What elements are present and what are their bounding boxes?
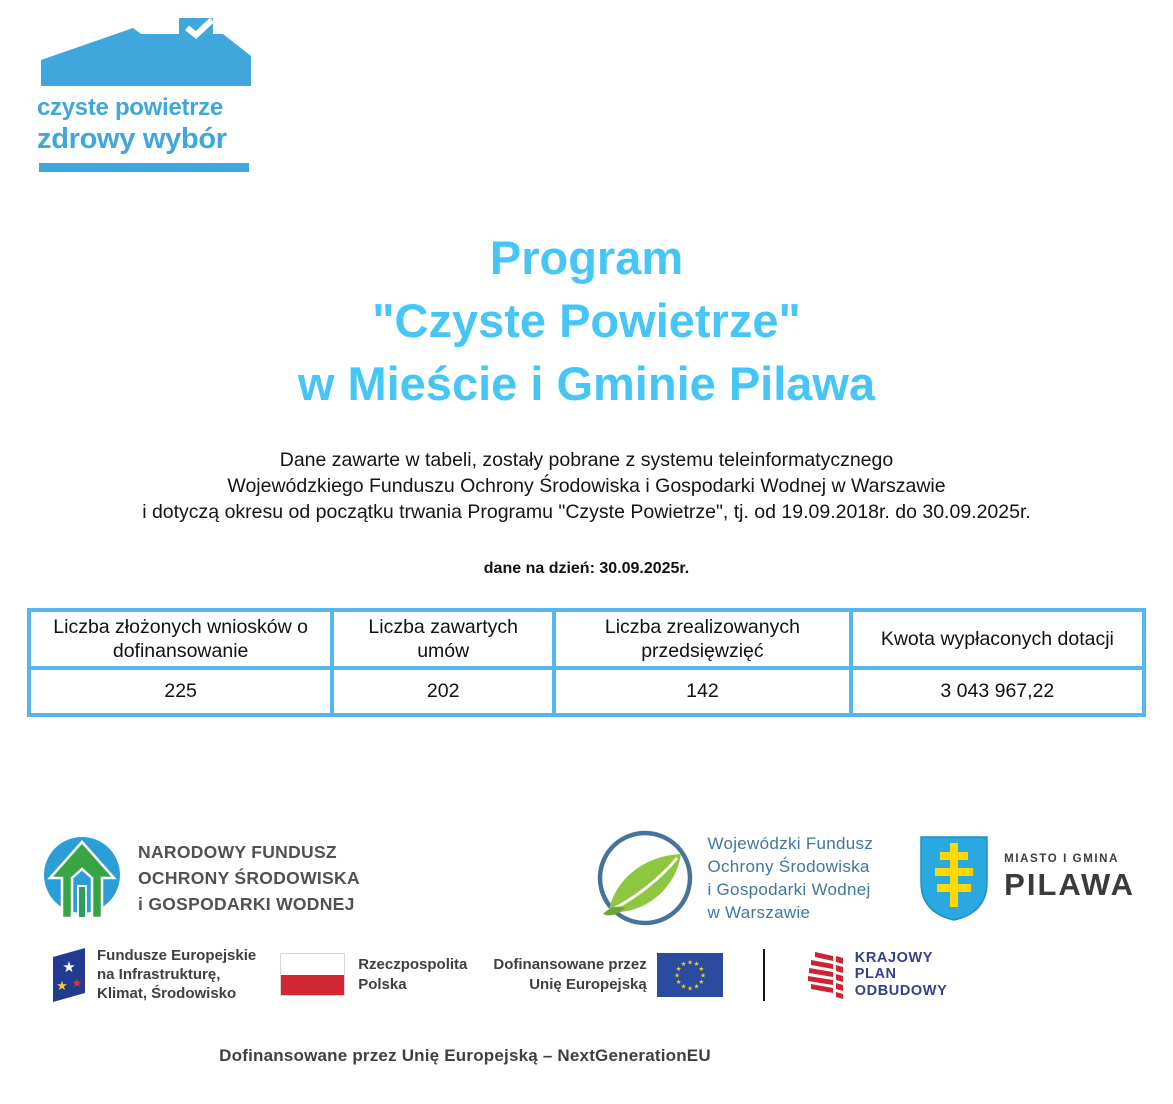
data-as-of-date: dane na dzień: 30.09.2025r. (483, 560, 690, 577)
svg-text:★: ★ (675, 964, 682, 973)
rzeczpospolita-polska-text (358, 955, 467, 995)
vertical-divider (763, 949, 765, 1001)
wfosigw-logo (595, 828, 873, 928)
value-applications: 225 (29, 668, 332, 715)
wfosigw-leaf-icon (595, 828, 695, 928)
svg-text:★: ★ (693, 959, 700, 968)
svg-text:★: ★ (680, 959, 687, 968)
intro-paragraph (0, 447, 1173, 525)
kpo-line3: ODBUDOWY (854, 982, 948, 999)
svg-text:★: ★ (673, 970, 680, 979)
house-checkmark-icon (37, 16, 255, 90)
pilawa-title: PILAWA (1004, 867, 1135, 902)
partner-logos-row (0, 828, 1173, 928)
wfosigw-line4: w Warszawie (707, 903, 811, 922)
brand-line1: czyste powietrze (37, 94, 223, 121)
fundusze-europejskie-flag-icon (52, 947, 86, 1003)
header-applications: Liczba złożonych wniosków o dofinansowanie (29, 610, 332, 668)
fundusze-europejskie-text (97, 946, 256, 1003)
wfosigw-line2: Ochrony Środowiska (707, 857, 870, 876)
svg-text:★: ★ (686, 957, 693, 966)
pilawa-subtitle: MIASTO I GMINA (1004, 853, 1119, 865)
svg-text:★: ★ (56, 978, 68, 994)
svg-text:★: ★ (686, 983, 693, 992)
svg-text:★: ★ (71, 975, 83, 990)
value-contracts: 202 (332, 668, 554, 715)
eu-flag-icon (657, 953, 723, 997)
czyste-powietrze-logo (37, 16, 259, 172)
nfosigw-line2: OCHRONY ŚRODOWISKA (138, 868, 360, 888)
eu-funding-logos-row (52, 946, 947, 1003)
funded-by-eu-text (493, 955, 646, 995)
svg-text:★: ★ (675, 977, 682, 986)
svg-text:★: ★ (680, 982, 687, 991)
fe-line3: Klimat, Środowisko (97, 985, 237, 1002)
nfosigw-icon (38, 834, 126, 922)
svg-text:★: ★ (699, 970, 706, 979)
eu-line1: Dofinansowane przez (493, 955, 647, 973)
page-title (0, 226, 1173, 415)
wfosigw-line1: Wojewódzki Fundusz (707, 834, 874, 853)
statistics-table (27, 608, 1146, 717)
eu-line2: Unię Europejską (529, 975, 647, 993)
rp-line1: Rzeczpospolita (358, 955, 468, 973)
intro-line2: Wojewódzkiego Funduszu Ochrony Środowiska i Gospodarki Wodnej w Warszawie (227, 475, 946, 497)
value-completed: 142 (554, 668, 851, 715)
nfosigw-line3: i GOSPODARKI WODNEJ (138, 894, 355, 914)
pilawa-text (1004, 853, 1135, 903)
nfosigw-text (138, 839, 360, 917)
footer-next-generation-eu: Dofinansowane przez Unię Europejską – NextGenerationEU (219, 1046, 711, 1065)
brand-underline-bar (39, 163, 249, 172)
title-line3: w Mieście i Gminie Pilawa (297, 357, 876, 410)
kpo-icon (807, 949, 845, 1001)
pilawa-logo (918, 834, 1135, 922)
table-value-row (29, 668, 1144, 715)
brand-line2: zdrowy wybór (37, 123, 227, 155)
intro-line1: Dane zawarte w tabeli, zostały pobrane z systemu teleinformatycznego (279, 449, 894, 471)
svg-text:★: ★ (62, 957, 76, 976)
wfosigw-text (707, 832, 873, 924)
svg-text:★: ★ (698, 977, 704, 986)
fe-line2: na Infrastrukturę, (97, 966, 221, 983)
fe-line1: Fundusze Europejskie (97, 947, 257, 964)
header-completed: Liczba zrealizowanych przedsięwzięć (554, 610, 851, 668)
intro-line3: i dotyczą okresu od początku trwania Programu "Czyste Powietrze", tj. od 19.09.2018r. do 30.09.2025r. (142, 501, 1031, 523)
kpo-line2: PLAN (854, 966, 897, 983)
title-line1: Program (489, 231, 684, 284)
polish-flag-icon (280, 953, 345, 996)
header-contracts: Liczba zawartych umów (332, 610, 554, 668)
table-header-row (29, 610, 1144, 668)
nfosigw-line1: NARODOWY FUNDUSZ (138, 842, 337, 862)
title-line2: "Czyste Powietrze" (372, 294, 801, 347)
kpo-line1: KRAJOWY (854, 949, 934, 966)
pilawa-coat-of-arms-icon (918, 834, 990, 922)
svg-text:★: ★ (693, 982, 700, 991)
nfosigw-logo (38, 834, 360, 922)
value-amount: 3 043 967,22 (851, 668, 1144, 715)
wfosigw-line3: i Gospodarki Wodnej (707, 880, 871, 899)
kpo-text (855, 950, 948, 1000)
svg-text:★: ★ (698, 964, 704, 973)
rp-line2: Polska (358, 975, 407, 993)
header-amount: Kwota wypłaconych dotacji (851, 610, 1144, 668)
